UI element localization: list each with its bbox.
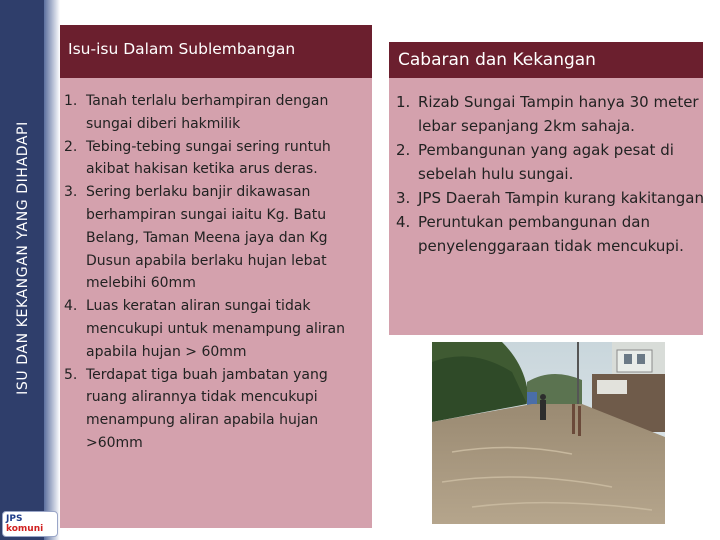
list-item: 3. JPS Daerah Tampin kurang kakitangan (396, 189, 704, 207)
challenges-list (396, 90, 704, 258)
challenges-header: Cabaran dan Kekangan (389, 42, 703, 78)
list-item: 4. Peruntukan pembangunan dan penyelenggaraan tidak mencukupi. (396, 213, 684, 255)
sidebar-gradient (44, 0, 60, 540)
list-item: 1. Rizab Sungai Tampin hanya 30 meter lebar sepanjang 2km sahaja. (396, 93, 699, 135)
issues-header: Isu-isu Dalam Sublembangan (60, 25, 372, 78)
flood-photo (432, 342, 665, 524)
list-item: 2. Tebing-tebing sungai sering runtuh akibat hakisan ketika arus deras. (64, 138, 331, 178)
list-item: 1. Tanah terlalu berhampiran dengan sungai diberi hakmilik (64, 93, 329, 132)
list-item: 5. Terdapat tiga buah jambatan yang ruang alirannya tidak mencukupi menampung aliran apabila hujan >60mm (64, 366, 328, 451)
slide-title: ISU DAN KEKANGAN YANG DIHADAPI (15, 121, 31, 395)
issues-list (64, 90, 364, 455)
list-item: 4. Luas keratan aliran sungai tidak mencukupi untuk menampung aliran apabila hujan > 60mm (64, 298, 346, 360)
jps-logo: JPS komuni (2, 511, 58, 537)
list-item: 3. Sering berlaku banjir dikawasan berhampiran sungai iaitu Kg. Batu Belang, Taman Meena jaya dan Kg Dusun apabila berlaku hujan lebat melebihi 60mm (64, 184, 328, 292)
list-item: 2. Pembangunan yang agak pesat di sebelah hulu sungai. (396, 141, 674, 183)
